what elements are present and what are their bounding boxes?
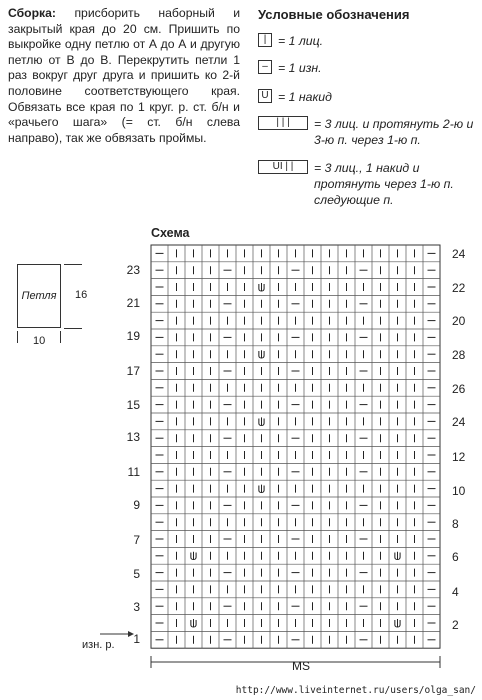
row-number-left: 11 — [127, 465, 140, 479]
knit-symbol: | — [258, 33, 272, 47]
purl-symbol: – — [258, 60, 272, 74]
row-number-right: 26 — [452, 382, 466, 396]
legend-title: Условные обозначения — [258, 7, 410, 22]
yarn-over-mark: U — [393, 551, 402, 564]
source-url: http://www.liveinternet.ru/users/olga_san/ — [235, 685, 476, 696]
yarn-over-mark: U — [257, 416, 266, 429]
row-number-left: 3 — [133, 600, 140, 614]
wrong-side-label: изн. р. — [82, 639, 115, 651]
row-number-right: 4 — [452, 585, 459, 599]
yarn-over-mark: U — [257, 484, 266, 496]
row-number-left: 5 — [133, 567, 140, 581]
three-knit-symbol: | | | — [258, 116, 308, 130]
row-number-right: 28 — [452, 348, 466, 362]
loop-width: 10 — [33, 335, 46, 347]
row-number-right: 6 — [452, 550, 459, 564]
row-number-left: 17 — [126, 364, 140, 378]
yarn-over-mark: U — [189, 551, 198, 564]
row-number-left: 15 — [126, 398, 140, 412]
row-number-left: 9 — [133, 498, 140, 512]
row-number-right: 20 — [452, 314, 466, 328]
legend-text: = 3 лиц., 1 накид и протянуть через 1-ю п. следующие п. — [314, 161, 454, 207]
yarn-over-mark: U — [189, 618, 198, 631]
row-number-right: 24 — [452, 415, 466, 429]
loop-height: 16 — [75, 289, 88, 301]
row-number-left: 1 — [133, 632, 140, 646]
assembly-title: Сборка: — [8, 6, 56, 20]
yarn-over-mark: U — [257, 349, 266, 362]
assembly-body: присборить наборный и закрытый края до 20 см. Пришить по выкройке одну петлю от А до А и другую петлю от В до В. Перекрутить петли 1 раз вокруг друг друга и пришить ко 2-й половине соответствующего края. Обвязать все края по 1 круг. р. ст. б/н и «рачьего шага» (= ст. б/н слева направо), так же обвязать проймы. — [8, 6, 240, 145]
row-number-right: 10 — [452, 484, 466, 498]
repeat-label: MS — [292, 659, 310, 673]
row-number-right: 12 — [452, 450, 466, 464]
legend-text: = 1 изн. — [278, 61, 322, 75]
row-number-left: 19 — [126, 329, 140, 343]
legend-text: = 1 накид — [278, 90, 332, 104]
yarn-over-mark: U — [393, 618, 402, 631]
loop-label: Петля — [21, 290, 57, 302]
yarn-over-mark: U — [257, 282, 266, 295]
legend-text: = 1 лиц. — [278, 34, 324, 48]
row-number-right: 2 — [452, 618, 459, 632]
row-number-left: 21 — [126, 296, 140, 310]
row-number-left: 23 — [126, 263, 140, 277]
row-number-right: 22 — [452, 281, 466, 295]
row-number-right: 24 — [452, 247, 466, 261]
row-number-left: 13 — [126, 430, 140, 444]
three-knit-yo-symbol: UI | | — [258, 160, 308, 174]
row-number-right: 8 — [452, 517, 459, 531]
schema-title: Схема — [151, 226, 190, 240]
legend-text: = 3 лиц. и протянуть 2-ю и 3-ю п. через 1-ю п. — [314, 117, 474, 147]
yarn-over-symbol: U — [258, 89, 272, 103]
row-number-left: 7 — [133, 533, 140, 547]
